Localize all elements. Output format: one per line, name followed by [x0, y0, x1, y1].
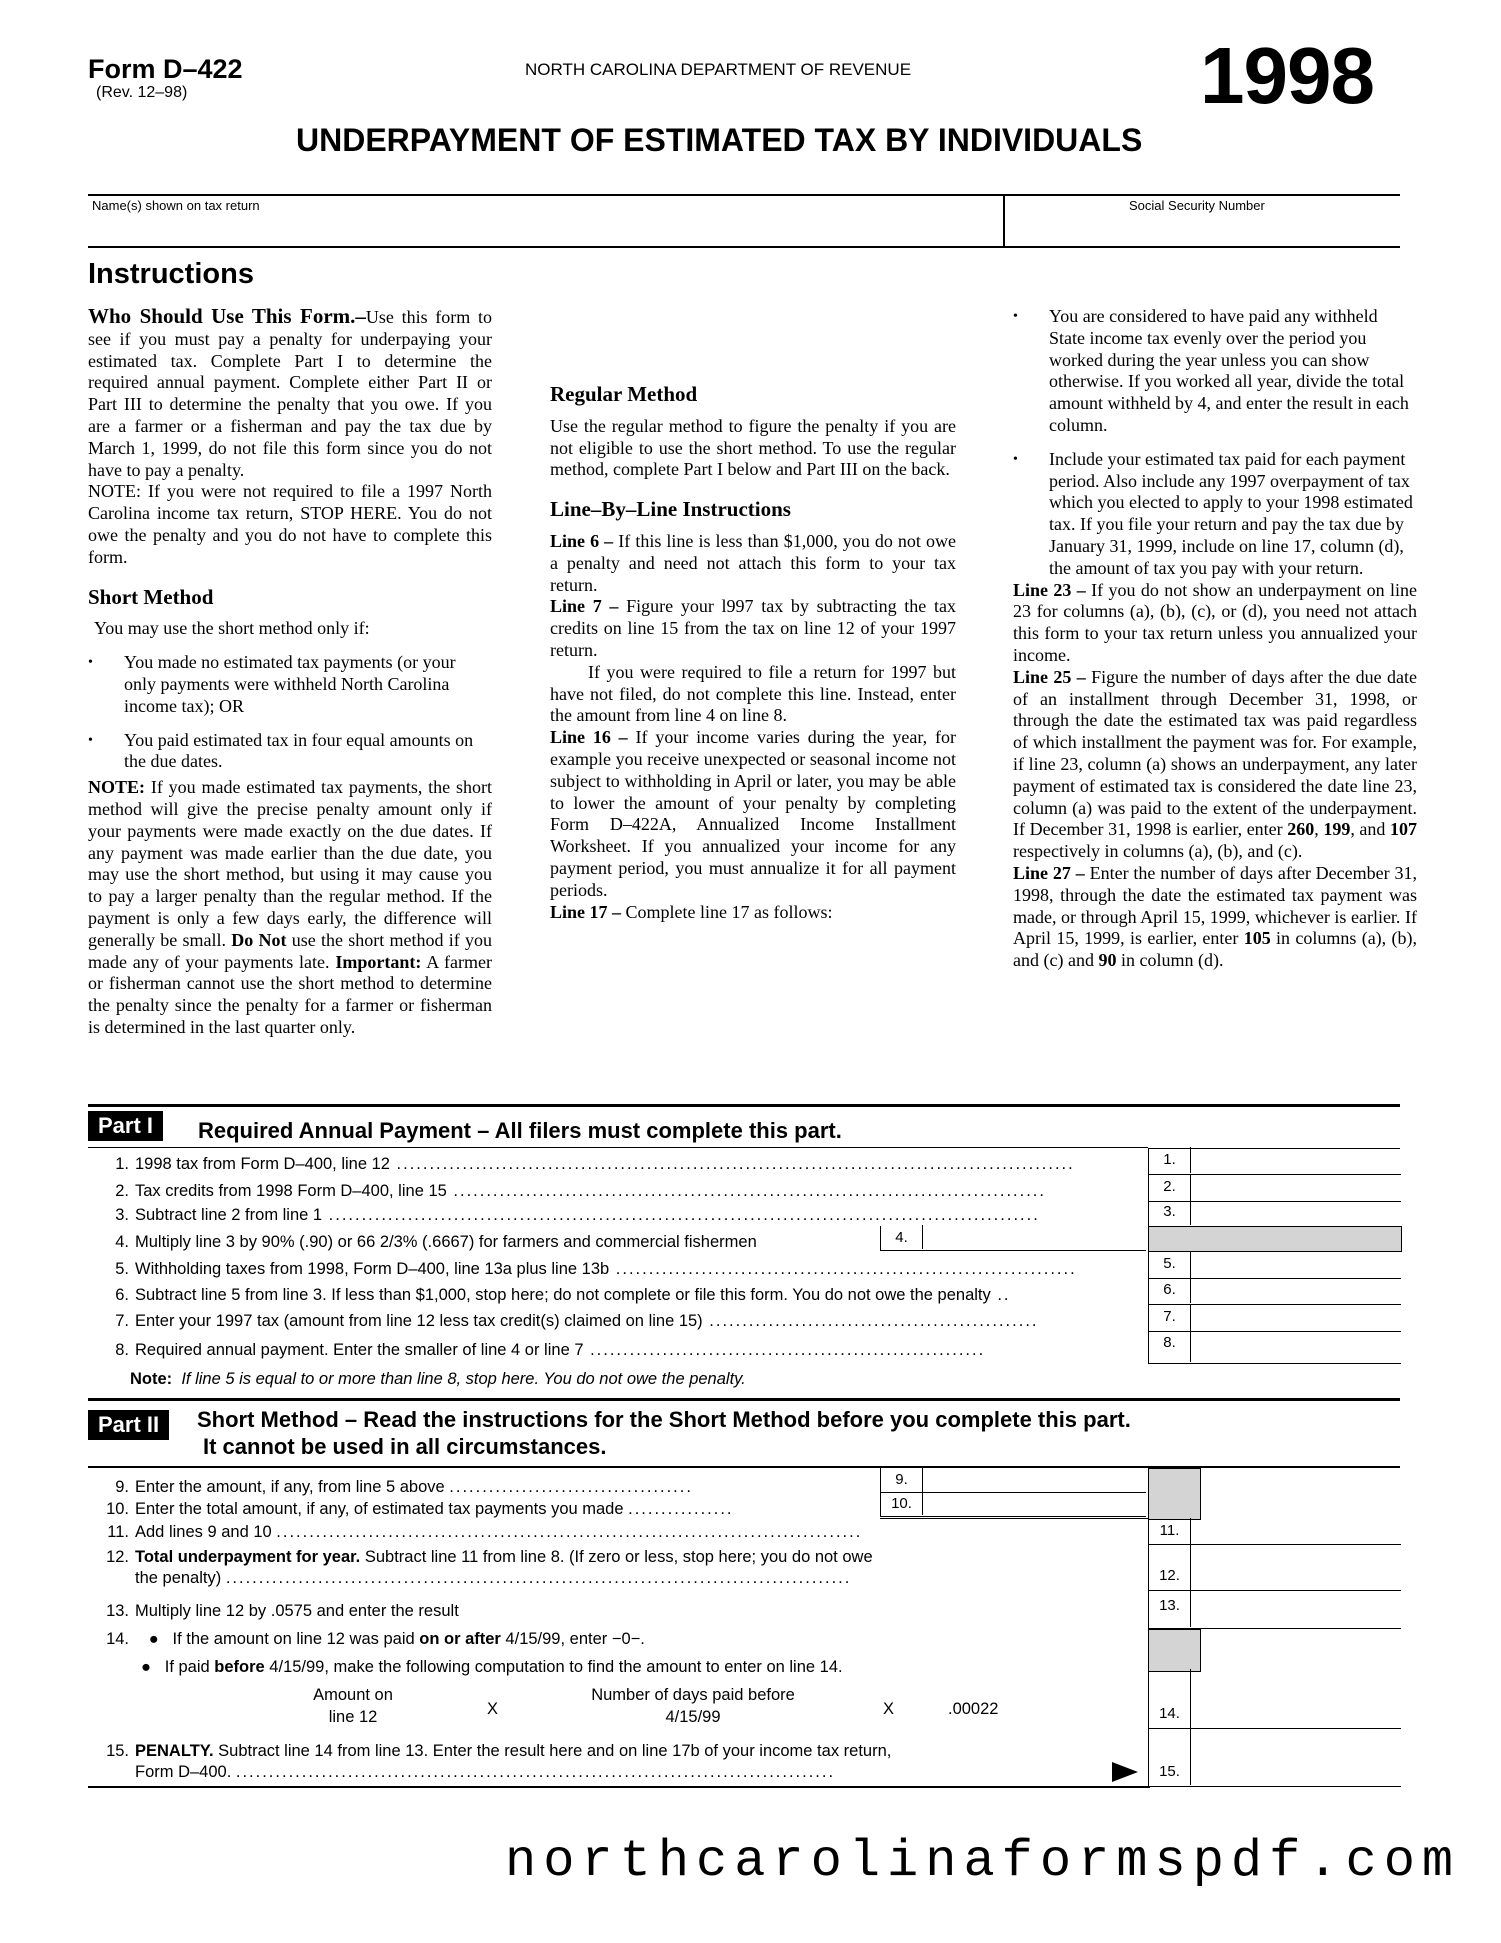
- box-label: 1.: [1149, 1147, 1191, 1173]
- important-text: A farmer or fisherman cannot use the short method to determine the penalty since the penalty for a farmer or fisherman is determined in the last quarter only.: [88, 951, 492, 1037]
- do-not-label: Do Not: [231, 929, 287, 950]
- short-method-note: [88, 777, 492, 1039]
- line-number: 7.: [115, 1312, 129, 1330]
- line-12-bold: Total underpayment for year.: [135, 1548, 361, 1566]
- short-method-intro: You may use the short method only if:: [94, 618, 370, 639]
- line-27-text: Enter the number of days after December 31, 1998, through the date the estimated tax payment was made, or through April 15, 1999, whichever is earlier. If April 15, 1999, is earlier, enter: [1013, 862, 1417, 949]
- line-9-text: Enter the amount, if any, from line 5 above: [135, 1478, 445, 1496]
- line-13: [97, 1602, 997, 1621]
- line-10-text: Enter the total amount, if any, of estimated tax payments you made: [135, 1500, 624, 1518]
- line-14-b2-post: 4/15/99, make the following computation to find the amount to enter on line 14.: [264, 1658, 843, 1676]
- box-column-rule: [1148, 1148, 1400, 1149]
- part-1-line-input[interactable]: [1148, 1200, 1401, 1227]
- box-label: 6.: [1149, 1277, 1191, 1303]
- line-27-instruction: [1013, 863, 1417, 972]
- line-by-line-heading: Line–By–Line Instructions: [550, 497, 791, 522]
- line-14-number: 14.: [106, 1630, 129, 1648]
- line-12-box-label: 12.: [1149, 1543, 1191, 1589]
- part-1-line-input[interactable]: [1148, 1305, 1401, 1332]
- line-23-label: Line 23 –: [1013, 579, 1086, 600]
- line-14-bullet-2: [141, 1658, 1041, 1677]
- line-9-number: 9.: [115, 1478, 129, 1496]
- line-25-text: Figure the number of days after the due date of an installment through December 31, 1998, or through the date the estimated tax was paid regardless of which installment the payment was for. For example, if line 23, column (a) shows an underpayment, any later payment of estimated tax is considered the date line 23, column (a) was paid to the extent of the underpayment. If December 31, 1998 is earlier, enter: [1013, 666, 1417, 840]
- line-number: 3.: [115, 1206, 129, 1224]
- line-12-text: Subtract line 11 from line 8. (If zero or less, stop here; you do not owe: [360, 1548, 873, 1566]
- leader-dots: ..: [990, 1286, 1011, 1304]
- leader-dots: ..........................................................................................: [446, 1182, 1046, 1200]
- line-13-box-label: 13.: [1149, 1589, 1191, 1627]
- part-1-title: Required Annual Payment – All filers must complete this part.: [198, 1118, 842, 1143]
- part-1-title-rule: [88, 1147, 1148, 1148]
- leader-dots: .......................................................................................................: [389, 1155, 1075, 1173]
- line-11-input[interactable]: [1148, 1519, 1401, 1545]
- who-should-use-text: Use this form to see if you must pay a penalty for underpaying your estimated tax. Complete Part I to determine the required annual payment. Complete either Part II or Part III to determine the penalty that you owe. If you are a farmer or a fisherman and pay the tax due by March 1, 1999, do not file this form since you do not have to pay a penalty.: [88, 307, 492, 480]
- header-rule: [88, 194, 1400, 196]
- line-number: 1.: [115, 1155, 129, 1173]
- line-17-instruction: [550, 902, 956, 924]
- arrow-right-icon: [1112, 1762, 1138, 1782]
- line-number: 5.: [115, 1260, 129, 1278]
- part-1-note-text: If line 5 is equal to or more than line 8, stop here. You do not owe the penalty.: [181, 1370, 746, 1388]
- short-method-heading: Short Method: [88, 584, 214, 609]
- who-should-use-paragraph: [88, 306, 492, 481]
- part-2-title-2: It cannot be used in all circumstances.: [203, 1434, 607, 1459]
- line-12-number: 12.: [106, 1548, 129, 1566]
- line-6-label: Line 6 –: [550, 530, 614, 551]
- line-12-text-2: the penalty): [135, 1569, 222, 1587]
- line-15-text-2: Form D–400.: [135, 1763, 232, 1781]
- regular-method-text: Use the regular method to figure the penalty if you are not eligible to use the short method. To use the regular method, complete Part I below and Part III on the back.: [550, 415, 956, 480]
- line-14-b1-post: 4/15/99, enter −0−.: [500, 1630, 645, 1648]
- line-7-text: Figure your l997 tax by subtracting the tax credits on line 15 from the tax on line 12 of your 1997 return.: [550, 596, 956, 660]
- line-number: 2.: [115, 1182, 129, 1200]
- line-14-b2-pre: If paid: [164, 1658, 215, 1676]
- line-17-bullet-1: • You are considered to have paid any withheld State income tax evenly over the period you worked during the year unless you can show otherwise. If you worked all year, divide the total amount withheld by 4, and enter the result in each column.: [1013, 306, 1417, 437]
- line-25-label: Line 25 –: [1013, 666, 1086, 687]
- name-input[interactable]: [88, 214, 1000, 244]
- shaded-cell: [1148, 1226, 1402, 1252]
- box-label: 3.: [1149, 1199, 1191, 1225]
- line-12: [97, 1548, 1127, 1567]
- line-25-tail: respectively in columns (a), (b), and (c).: [1013, 841, 1303, 862]
- line-13-input[interactable]: [1148, 1590, 1401, 1629]
- instructions-column-3: [1013, 306, 1417, 972]
- line-14-b1-bold: on or after: [419, 1630, 501, 1648]
- line-14-b1-pre: If the amount on line 12 was paid: [172, 1630, 420, 1648]
- leader-dots: ...............................................................................................: [225, 1569, 852, 1587]
- tax-year: 1998: [1200, 31, 1374, 120]
- note-label: NOTE:: [88, 777, 146, 798]
- part-1-top-rule: [88, 1104, 1400, 1107]
- line-25-sep-1: ,: [1314, 819, 1324, 840]
- line-16-label: Line 16 –: [550, 727, 628, 748]
- line-text: Required annual payment. Enter the smaller of line 4 or line 7: [135, 1341, 584, 1359]
- agency-name: NORTH CAROLINA DEPARTMENT OF REVENUE: [525, 60, 912, 79]
- short-method-bullet-1: • You made no estimated tax payments (or your only payments were withheld North Carolina income tax); OR: [88, 652, 492, 717]
- calc-amount-line-1: Amount on: [313, 1686, 393, 1704]
- line-number: 8.: [115, 1341, 129, 1359]
- box-label: 8.: [1149, 1330, 1191, 1362]
- part-1-line: [97, 1260, 1127, 1279]
- calc-days-line-2: 4/15/99: [665, 1708, 721, 1726]
- line-10-box-label: 10.: [881, 1491, 923, 1515]
- form-number: Form D–422: [88, 54, 243, 84]
- instructions-column-1: [88, 306, 492, 1039]
- line-27-label: Line 27 –: [1013, 862, 1085, 883]
- part-1-line-input[interactable]: [1148, 1278, 1401, 1305]
- line-9-box-label: 9.: [881, 1467, 923, 1491]
- line-text: Withholding taxes from 1998, Form D–400, line 13a plus line 13b: [135, 1260, 610, 1278]
- part-1-line: [97, 1233, 857, 1252]
- line-7-instruction-2: If you were required to file a return for 1997 but have not filed, do not complete this line. Instead, enter the amount from line 4 on line 8.: [550, 661, 956, 726]
- line-16-instruction: [550, 727, 956, 901]
- calc-amount-label: [308, 1686, 398, 1727]
- line-9: [97, 1478, 877, 1497]
- line-12-cont: [135, 1569, 1125, 1588]
- field-divider: [1003, 194, 1005, 246]
- line-10-number: 10.: [106, 1500, 129, 1518]
- leader-dots: ............................................................................................................: [322, 1206, 1040, 1224]
- bullet-icon: ●: [141, 1658, 151, 1676]
- bullet-icon: ●: [148, 1630, 159, 1648]
- short-method-bullet-2: • You paid estimated tax in four equal amounts on the due dates.: [88, 730, 492, 774]
- line-10-rule: [880, 1518, 1148, 1519]
- line-text: Subtract line 2 from line 1: [135, 1206, 323, 1224]
- line-27-value-d: 90: [1098, 950, 1117, 971]
- part-1-note: [130, 1370, 746, 1389]
- calc-multiply-2: X: [883, 1700, 895, 1718]
- line-11: [97, 1523, 1127, 1542]
- watermark-text: northcarolinaformspdf.com: [505, 1832, 1461, 1891]
- part-1-line-input[interactable]: [1148, 1175, 1401, 1202]
- line-6-instruction: [550, 531, 956, 596]
- part-1-line: [97, 1286, 1127, 1305]
- line-14: [97, 1630, 997, 1649]
- line-25-instruction: [1013, 667, 1417, 863]
- shaded-cell: [1148, 1629, 1201, 1672]
- leader-dots: ......................................................................: [609, 1260, 1077, 1278]
- line-25-sep-2: , and: [1350, 819, 1391, 840]
- part-1-line-input[interactable]: [880, 1226, 1146, 1251]
- line-17-text: Complete line 17 as follows:: [621, 901, 833, 922]
- regular-method-heading: Regular Method: [550, 382, 698, 406]
- part-2-title-1: Short Method – Read the instructions for the Short Method before you complete this part.: [197, 1407, 1131, 1432]
- line-10: [97, 1500, 877, 1519]
- part-1-line: [97, 1312, 1127, 1331]
- part-1-line: [97, 1206, 1127, 1225]
- line-11-box-label: 11.: [1149, 1518, 1191, 1543]
- line-23-text: If you do not show an underpayment on line 23 for columns (a), (b), (c), or (d), you need not attach this form to your tax return unless you annualized your income.: [1013, 579, 1417, 665]
- name-field-rule: [88, 246, 1400, 248]
- who-should-use-heading: Who Should Use This Form.–: [88, 304, 366, 328]
- leader-dots: .........................................................................................: [276, 1523, 863, 1541]
- line-25-value-b: 199: [1323, 819, 1351, 840]
- line-15-text: Subtract line 14 from line 13. Enter the result here and on line 17b of your income tax return,: [213, 1742, 892, 1760]
- line-17-label: Line 17 –: [550, 901, 622, 922]
- not-required-note: NOTE: If you were not required to file a 1997 North Carolina income tax return, STOP HERE. You do not owe the penalty and you do not have to complete this form.: [88, 481, 492, 567]
- line-23-instruction: [1013, 580, 1417, 667]
- leader-dots: ............................................................: [583, 1341, 986, 1359]
- leader-dots: ................: [628, 1500, 734, 1518]
- line-6-text: If this line is less than $1,000, you do not owe a penalty and need not attach this form to your tax return.: [550, 530, 956, 595]
- line-11-text: Add lines 9 and 10: [135, 1523, 272, 1541]
- calc-multiply-1: X: [487, 1700, 499, 1718]
- line-13-text: Multiply line 12 by .0575 and enter the result: [135, 1602, 459, 1620]
- line-text: Multiply line 3 by 90% (.90) or 66 2/3% (.6667) for farmers and commercial fishermen: [135, 1233, 757, 1251]
- shaded-cell: [1148, 1468, 1201, 1520]
- line-10-input[interactable]: [880, 1492, 1146, 1517]
- instructions-column-2: [550, 306, 956, 923]
- line-12-input[interactable]: [1148, 1544, 1401, 1591]
- line-text: Subtract line 5 from line 3. If less than $1,000, stop here; do not complete or file this form. You do not owe the penalty: [135, 1286, 991, 1304]
- part-2-badge: Part II: [88, 1410, 169, 1440]
- line-15: [97, 1742, 1127, 1761]
- calc-amount-line-2: line 12: [328, 1708, 378, 1726]
- line-16-text: If your income varies during the year, for example you receive unexpected or seasonal income not subject to withholding in April or later, you may be able to lower the amount of your penalty by completing Form D–422A, Annualized Income Installment Worksheet. If you annualized your income for any payment period, you must annualize it for all payment periods.: [550, 727, 956, 900]
- part-1-line-input[interactable]: [1148, 1148, 1401, 1175]
- box-label: 7.: [1149, 1304, 1191, 1330]
- line-14-box-label: 14.: [1149, 1669, 1191, 1727]
- do-not-text: use the short method if you made any of your payments late.: [88, 929, 492, 972]
- form-title: UNDERPAYMENT OF ESTIMATED TAX BY INDIVIDUALS: [296, 122, 1143, 158]
- line-number: 4.: [115, 1233, 129, 1251]
- note-text: If you made estimated tax payments, the short method will give the precise penalty amount only if your payments were made exactly on the due dates. If any payment was made earlier than the due date, you may use the short method, but using it may cause you to pay a larger penalty than the regular method. If the payment is only a few days early, the difference will generally be small.: [88, 777, 492, 950]
- important-label: Important:: [335, 951, 422, 972]
- line-9-input[interactable]: [880, 1468, 1146, 1493]
- instructions-title: Instructions: [88, 258, 254, 290]
- line-15-box-label: 15.: [1149, 1727, 1191, 1785]
- line-14-b2-bold: before: [214, 1658, 265, 1676]
- leader-dots: .....................................: [449, 1478, 693, 1496]
- form-revision: (Rev. 12–98): [96, 84, 188, 101]
- line-text: 1998 tax from Form D–400, line 12: [135, 1155, 390, 1173]
- box-label: 5.: [1149, 1251, 1191, 1277]
- part-1-note-label: Note:: [130, 1370, 173, 1388]
- leader-dots: ..................................................: [702, 1312, 1039, 1330]
- ssn-input[interactable]: [1008, 214, 1398, 244]
- part-1-line-input[interactable]: [1148, 1331, 1401, 1364]
- line-27-value-abc: 105: [1243, 928, 1271, 949]
- line-number: 6.: [115, 1286, 129, 1304]
- line-13-number: 13.: [106, 1602, 129, 1620]
- line-7-label: Line 7 –: [550, 596, 619, 617]
- line-7-instruction: [550, 596, 956, 661]
- line-15-cont: [135, 1763, 1105, 1782]
- part-2-bottom-rule: [88, 1786, 1150, 1788]
- line-11-number: 11.: [107, 1523, 129, 1541]
- line-27-mid: in columns (a), (b), and (c) and: [1013, 928, 1417, 971]
- line-15-number: 15.: [106, 1742, 129, 1760]
- name-field-label: Name(s) shown on tax return: [92, 198, 260, 213]
- ssn-field-label: Social Security Number: [1129, 198, 1265, 213]
- line-25-value-c: 107: [1390, 819, 1418, 840]
- line-17-bullet-2: • Include your estimated tax paid for each payment period. Also include any 1997 overpayment of tax which you elected to apply to your 1998 estimated tax. If you file your return and pay the tax due by January 31, 1999, include on line 17, column (d), the amount of tax you pay with your return.: [1013, 449, 1417, 580]
- line-15-bold: PENALTY.: [135, 1742, 214, 1760]
- part-1-line: [97, 1155, 1127, 1174]
- part-1-line-input[interactable]: [1148, 1252, 1401, 1279]
- line-27-tail: in column (d).: [1116, 950, 1224, 971]
- box-label: 4.: [881, 1225, 923, 1249]
- box-label: 2.: [1149, 1174, 1191, 1200]
- line-25-value-a: 260: [1287, 819, 1315, 840]
- leader-dots: ...........................................................................................: [235, 1763, 836, 1781]
- part-1-badge: Part I: [88, 1111, 163, 1141]
- part-2-title-rule: [88, 1466, 1400, 1468]
- part-1-line: [97, 1182, 1127, 1201]
- line-14-input[interactable]: [1148, 1670, 1401, 1729]
- calc-rate: .00022: [948, 1700, 999, 1718]
- part-1-line: [97, 1341, 1127, 1360]
- line-text: Enter your 1997 tax (amount from line 12 less tax credit(s) claimed on line 15): [135, 1312, 703, 1330]
- line-text: Tax credits from 1998 Form D–400, line 15: [135, 1182, 447, 1200]
- calc-days-label: [575, 1686, 811, 1727]
- calc-days-line-1: Number of days paid before: [591, 1686, 795, 1704]
- part-2-top-rule: [88, 1398, 1400, 1401]
- line-15-input[interactable]: [1148, 1728, 1401, 1787]
